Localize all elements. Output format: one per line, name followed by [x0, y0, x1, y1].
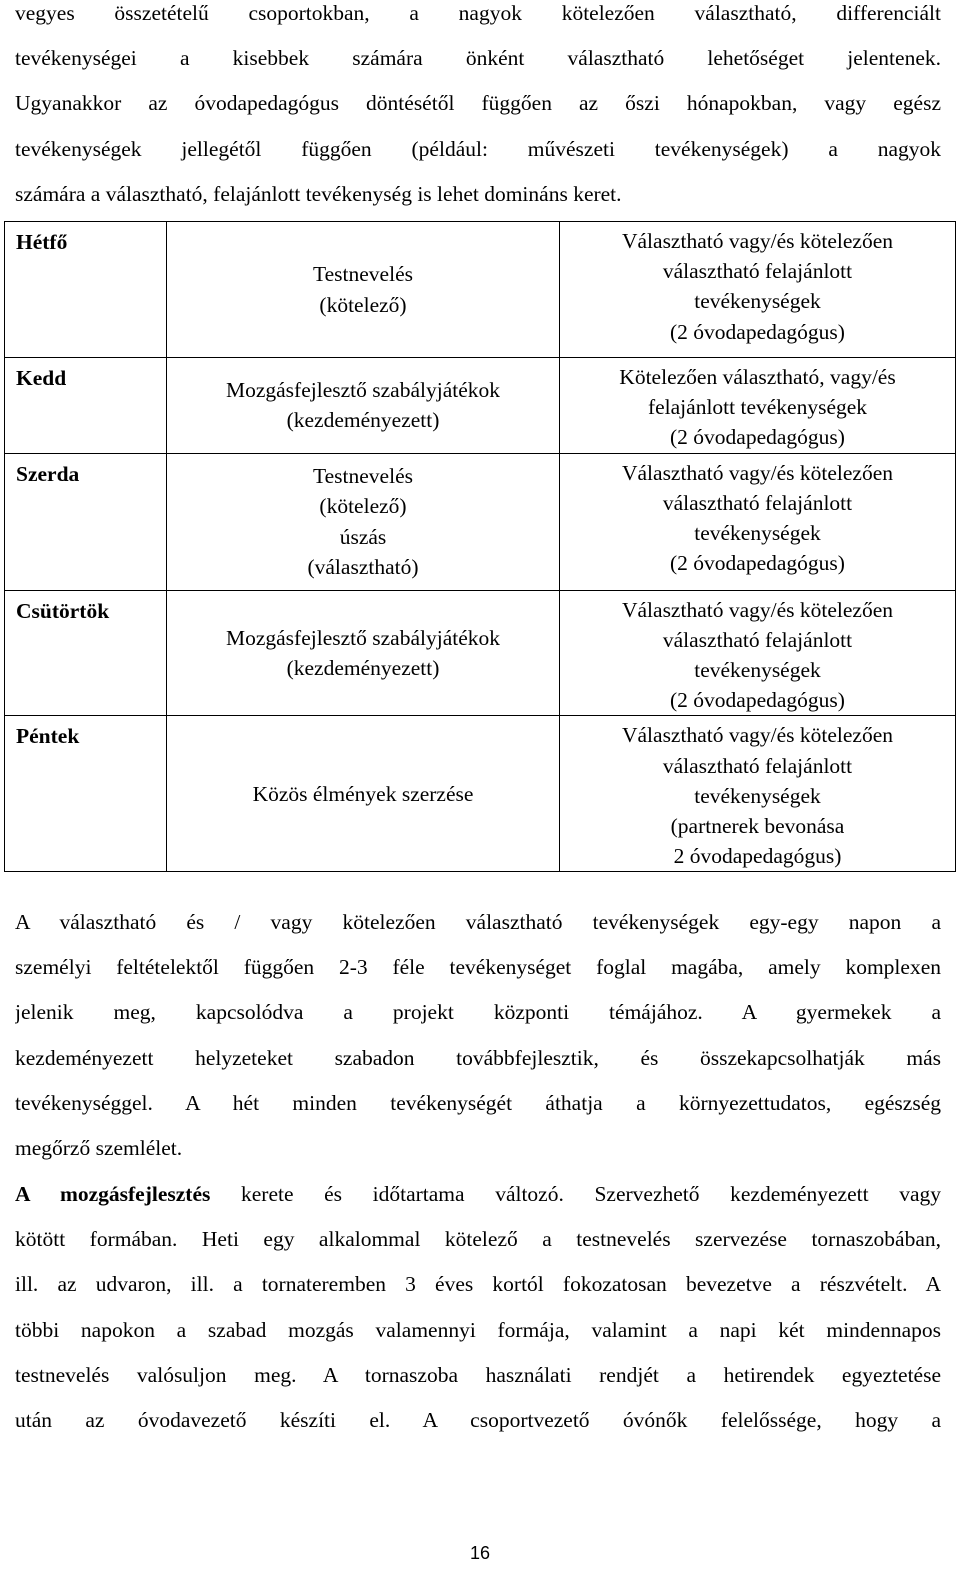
activity-cell — [167, 222, 560, 358]
activity-line: (kezdeményezett) — [286, 656, 440, 681]
schedule-row — [5, 358, 956, 454]
options-line: Választható vagy/és kötelezően — [621, 723, 894, 748]
options-line: Választható vagy/és kötelezően — [621, 460, 894, 485]
options-line: (2 óvodapedagógus) — [670, 425, 845, 450]
options-cell — [560, 358, 956, 454]
activity-line: (kötelező) — [319, 494, 407, 519]
paragraph-line: ill. az udvaron, ill. a tornateremben 3 éves kortól fokozatosan bevezetve a részvételt. A — [15, 1272, 941, 1297]
paragraph-line: megőrző szemlélet. — [15, 1135, 183, 1160]
activity-line: Mozgásfejlesztő szabályjátékok — [225, 625, 501, 650]
day-cell: Kedd — [5, 358, 167, 454]
activities-paragraph — [15, 900, 941, 1171]
options-line: tevékenységek — [694, 658, 821, 683]
options-line: Kötelezően választható, vagy/és — [619, 365, 896, 389]
activity-line: Mozgásfejlesztő szabályjátékok — [225, 378, 501, 403]
activity-cell — [167, 590, 560, 716]
activity-line: (választható) — [307, 554, 419, 579]
day-cell: Hétfő — [5, 222, 167, 358]
options-line: választható felajánlott — [662, 753, 853, 778]
paragraph-line: testnevelés valósuljon meg. A tornaszoba használati rendjét a hetirendek egyeztetése — [15, 1362, 941, 1387]
paragraph-line: vegyes összetételű csoportokban, a nagyok kötelezően választható, differenciált — [15, 1, 941, 25]
line-text: kerete és időtartama változó. Szervezhető kezdeményezett vagy — [210, 1182, 941, 1206]
activity-cell — [167, 358, 560, 454]
paragraph-line: kezdeményezett helyzeteket szabadon továbbfejlesztik, és összekapcsolhatják más — [15, 1045, 941, 1070]
options-line: 2 óvodapedagógus) — [673, 844, 842, 869]
activity-cell — [167, 716, 560, 872]
options-line: (2 óvodapedagógus) — [670, 319, 845, 344]
options-line: (2 óvodapedagógus) — [670, 551, 845, 576]
day-cell: Csütörtök — [5, 590, 167, 716]
options-line: Választható vagy/és kötelezően — [621, 597, 894, 622]
schedule-row — [5, 222, 956, 358]
options-line: választható felajánlott — [662, 627, 853, 652]
day-cell: Szerda — [5, 453, 167, 590]
activity-cell — [167, 453, 560, 590]
paragraph-line: tevékenységei a kisebbek számára önként választható lehetőséget jelentenek. — [15, 46, 941, 71]
options-line: választható felajánlott — [662, 259, 853, 284]
activity-line: Testnevelés — [313, 464, 413, 489]
paragraph-line: személyi feltételektől függően 2-3 féle tevékenységet foglal magába, amely komplexen — [15, 955, 941, 980]
options-line: felajánlott tevékenységek — [647, 395, 868, 420]
options-line: (partnerek bevonása — [670, 814, 845, 839]
intro-paragraph — [15, 0, 941, 217]
options-line: (2 óvodapedagógus) — [670, 688, 845, 713]
activity-line: Közös élmények szerzése — [252, 781, 474, 806]
paragraph-line: tevékenységgel. A hét minden tevékenységét áthatja a környezettudatos, egészség — [15, 1090, 941, 1115]
options-cell — [560, 590, 956, 716]
options-line: tevékenységek — [694, 521, 821, 546]
options-line: Választható vagy/és kötelezően — [621, 229, 894, 253]
activity-line: úszás — [339, 524, 387, 549]
schedule-row — [5, 716, 956, 872]
paragraph-line: számára a választható, felajánlott tevékenység is lehet domináns keret. — [15, 181, 622, 206]
paragraph-line: többi napokon a szabad mozgás valamennyi formája, valamint a napi két mindennapos — [15, 1317, 941, 1342]
bold-term: A mozgásfejlesztés — [15, 1182, 211, 1206]
options-line: választható felajánlott — [662, 490, 853, 515]
paragraph-line: jelenik meg, kapcsolódva a projekt központi témájához. A gyermekek a — [15, 1000, 941, 1025]
activity-line: Testnevelés — [313, 262, 413, 287]
activity-line: (kezdeményezett) — [286, 408, 440, 433]
options-line: tevékenységek — [694, 783, 821, 808]
options-cell — [560, 453, 956, 590]
options-cell — [560, 716, 956, 872]
paragraph-line — [15, 1172, 941, 1217]
day-cell: Péntek — [5, 716, 167, 872]
options-line: tevékenységek — [694, 289, 821, 314]
paragraph-line: tevékenységek jellegétől függően (például: művészeti tevékenységek) a nagyok — [15, 136, 941, 161]
schedule-row — [5, 590, 956, 716]
movement-paragraph — [15, 1172, 941, 1443]
paragraph-line: után az óvodavezető készíti el. A csoportvezető óvónők felelőssége, hogy a — [15, 1407, 941, 1432]
paragraph-line: kötött formában. Heti egy alkalommal kötelező a testnevelés szervezése tornaszobában, — [15, 1227, 941, 1252]
options-cell — [560, 222, 956, 358]
schedule-table — [4, 221, 956, 872]
schedule-row — [5, 453, 956, 590]
activity-line: (kötelező) — [319, 292, 407, 317]
page-number: 16 — [469, 1543, 491, 1563]
paragraph-line: A választható és / vagy kötelezően választható tevékenységek egy-egy napon a — [15, 910, 941, 934]
paragraph-line: Ugyanakkor az óvodapedagógus döntésétől függően az őszi hónapokban, vagy egész — [15, 91, 941, 116]
